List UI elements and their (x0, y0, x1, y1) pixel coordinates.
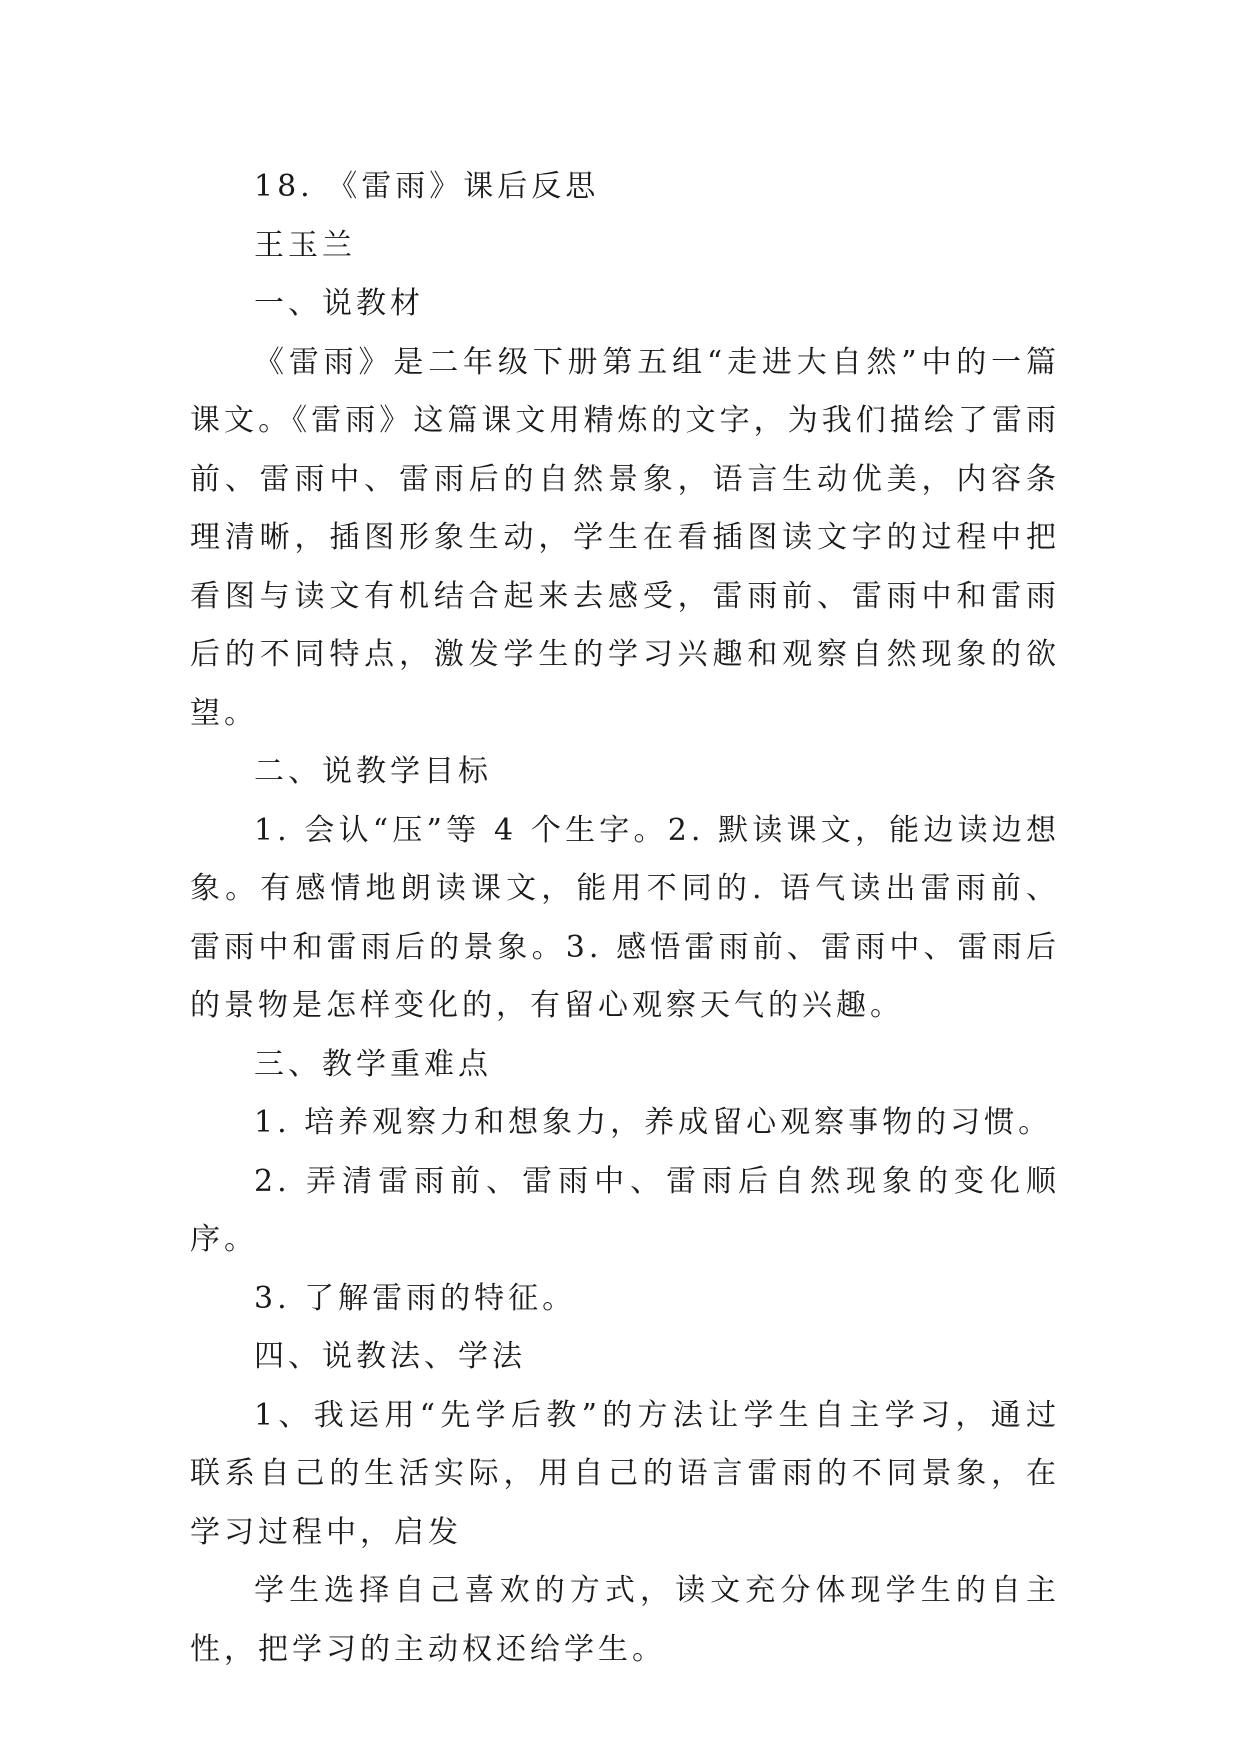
key-point-item: 1. 培养观察力和想象力，养成留心观察事物的习惯。 (254, 1105, 1053, 1140)
paragraph-methods: 1、我运用“先学后教”的方法让学生自主学习，通过联系自己的生活实际，用自己的语言雷雨的不同景象，在学习过程中，启发 (190, 1397, 1060, 1550)
author-name: 王玉兰 (254, 227, 356, 263)
paragraph-teaching-goals: 1. 会认“压”等 4 个生字。2. 默读课文，能边读边想象。有感情地朗读课文，能用不同的. 语气读出雷雨前、雷雨中和雷雨后的景象。3. 感悟雷雨前、雷雨中、雷雨后的景物是怎样变化的，有留心观察天气的兴趣。 (190, 812, 1060, 1023)
paragraph-methods-continued: 学生选择自己喜欢的方式，读文充分体现学生的自主性，把学习的主动权还给学生。 (190, 1573, 1060, 1667)
document-body (190, 158, 1060, 1679)
section-heading-methods: 四、说教法、学法 (254, 1339, 526, 1374)
section-heading-teaching-goals: 二、说教学目标 (254, 754, 492, 789)
paragraph-teaching-material: 《雷雨》是二年级下册第五组“走进大自然”中的一篇课文。《雷雨》这篇课文用精炼的文字，为我们描绘了雷雨前、雷雨中、雷雨后的自然景象，语言生动优美，内容条理清晰，插图形象生动，学生在看插图读文字的过程中把看图与读文有机结合起来去感受，雷雨前、雷雨中和雷雨后的不同特点，激发学生的学习兴趣和观察自然现象的欲望。 (190, 344, 1060, 731)
document-title: 18. 《雷雨》课后反思 (254, 169, 600, 204)
key-point-item: 2. 弄清雷雨前、雷雨中、雷雨后自然现象的变化顺序。 (190, 1163, 1060, 1257)
key-point-item: 3. 了解雷雨的特征。 (254, 1280, 577, 1316)
section-heading-teaching-material: 一、说教材 (254, 286, 424, 321)
section-heading-key-points: 三、教学重难点 (254, 1046, 492, 1082)
